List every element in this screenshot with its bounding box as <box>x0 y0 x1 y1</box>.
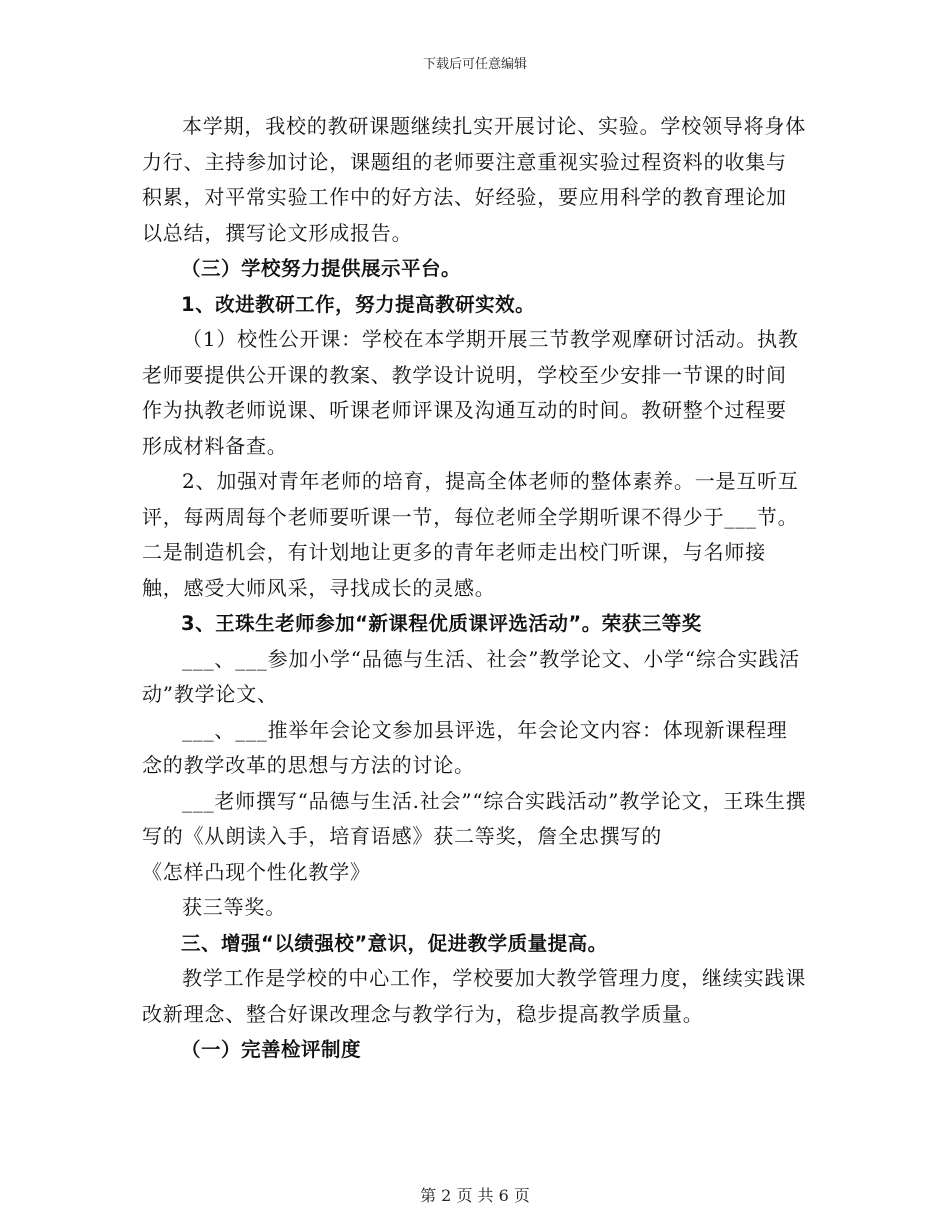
page-header: 下载后可任意编辑 <box>422 57 527 72</box>
page-footer: 第 2 页 共 6 页 <box>420 1186 530 1205</box>
section-heading: （三）学校努力提供展示平台。 <box>181 257 462 280</box>
section-heading: （一）完善检评制度 <box>181 1038 362 1061</box>
paragraph: 《怎样凸现个性化教学》 <box>142 859 371 884</box>
paragraph: ___、___参加小学“品德与生活、社会”教学论文、小学“综合实践活动”教学论文、 <box>142 646 800 706</box>
section-heading: 三、增强“以绩强校”意识，促进教学质量提高。 <box>181 931 608 955</box>
paragraph: ___老师撰写“品德与生活.社会”“综合实践活动”教学论文，王珠生撰写的《从朗读入手，培育语感》获二等奖，詹全忠撰写的 <box>142 788 807 848</box>
document-body <box>142 109 807 1068</box>
paragraph: 获三等奖。 <box>182 895 286 919</box>
paragraph: ___、___推举年会论文参加县评选，年会论文内容：体现新课程理念的教学改革的思想与方法的讨论。 <box>142 717 788 777</box>
paragraph: （1）校性公开课：学校在本学期开展三节教学观摩研讨活动。执教老师要提供公开课的教案、教学设计说明，学校至少安排一节课的时间作为执教老师说课、听课老师评课及沟通互动的时间。教研整个过程要形成材料备查。 <box>142 327 799 458</box>
paragraph: 本学期，我校的教研课题继续扎实开展讨论、实验。学校领导将身体力行、主持参加讨论，课题组的老师要注意重视实验过程资料的收集与积累，对平常实验工作中的好方法、好经验，要应用科学的教育理论加以总结，撰写论文形成报告。 <box>142 114 806 245</box>
section-heading: 1、改进教研工作，努力提高教研实效。 <box>181 292 536 316</box>
section-heading: 3、王珠生老师参加“新课程优质课评选活动”。荣获三等奖 <box>181 612 702 635</box>
paragraph: 教学工作是学校的中心工作，学校要加大教学管理力度，继续实践课改新理念、整合好课改理念与教学行为，稳步提高教学质量。 <box>142 966 806 1026</box>
paragraph: 2、加强对青年老师的培育，提高全体老师的整体素养。一是互听互评，每两周每个老师要听课一节，每位老师全学期听课不得少于___节。二是制造机会，有计划地让更多的青年老师走出校门听课，与名师接触，感受大师风采，寻找成长的灵感。 <box>142 469 799 600</box>
